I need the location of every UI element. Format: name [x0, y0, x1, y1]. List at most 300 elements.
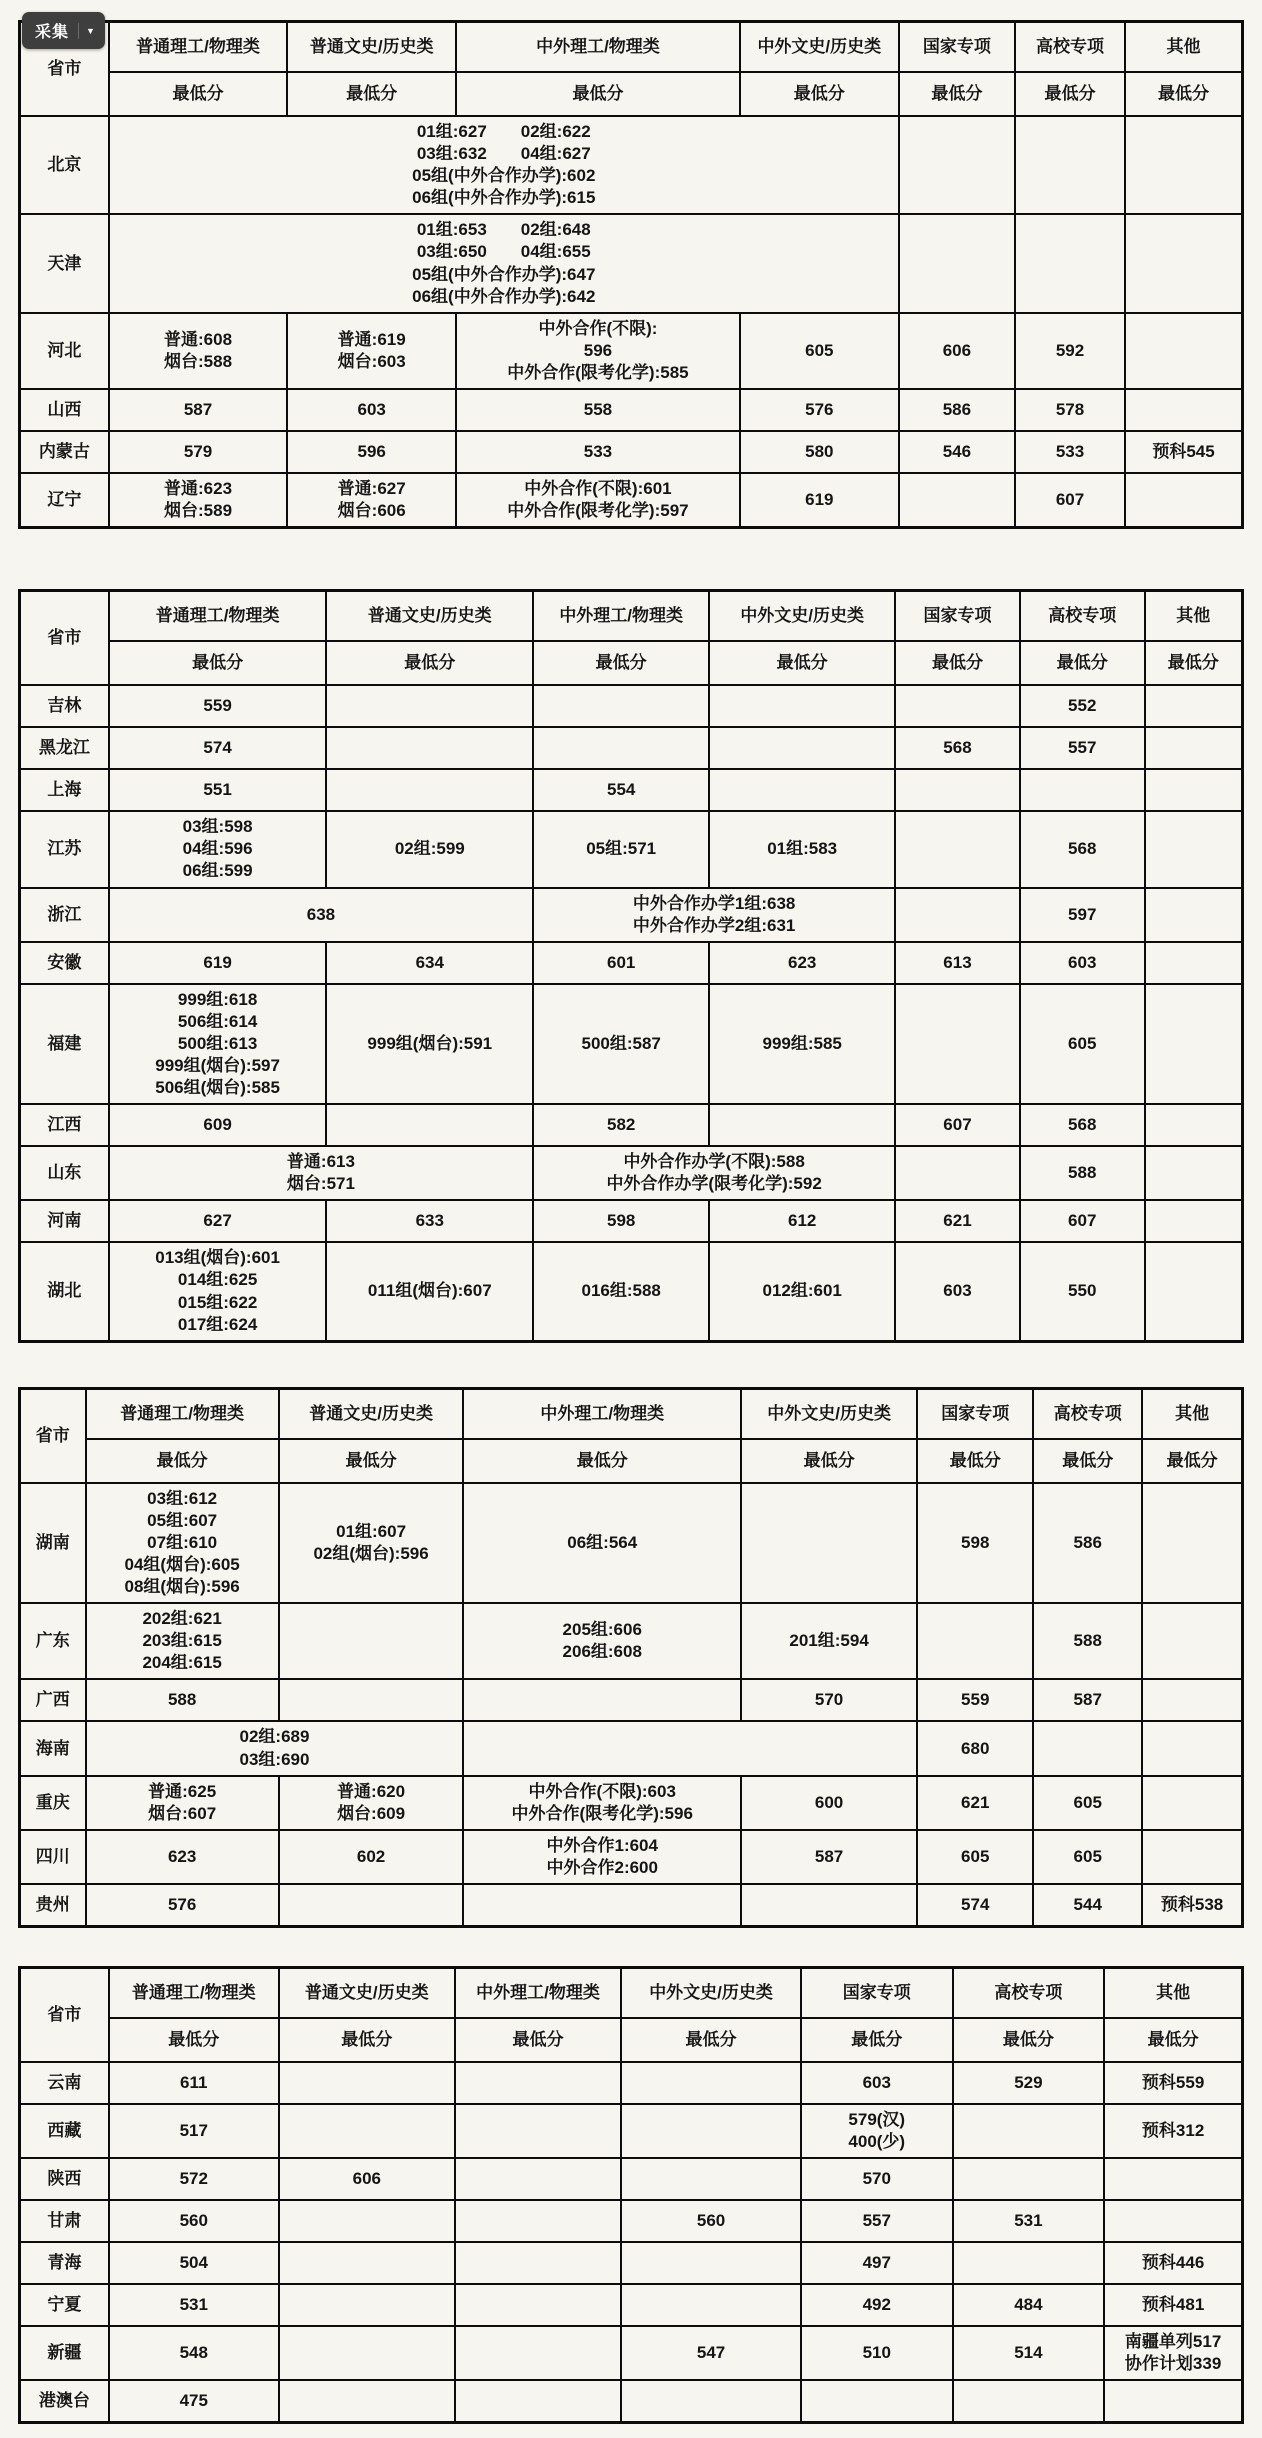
score-cell: 普通:620 烟台:609 [279, 1776, 464, 1830]
score-cell: 中外合作(不限): 596 中外合作(限考化学):585 [456, 313, 740, 389]
score-cell: 01组:607 02组(烟台):596 [279, 1483, 464, 1603]
score-cell: 588 [86, 1679, 279, 1721]
table-row [20, 1483, 1243, 1603]
score-cell: 560 [109, 2200, 279, 2242]
table-row [20, 2242, 1243, 2284]
score-cell: 中外合作1:604 中外合作2:600 [463, 1830, 741, 1884]
scores-table [18, 1387, 1244, 1928]
score-cell: 中外合作办学(不限):588 中外合作办学(限考化学):592 [533, 1146, 895, 1200]
score-cell: 01组:583 [709, 811, 895, 887]
min-score-subheader: 最低分 [463, 1439, 741, 1483]
score-cell [1015, 116, 1125, 214]
min-score-subheader: 最低分 [109, 2018, 279, 2062]
min-score-subheader: 最低分 [899, 72, 1015, 116]
score-cell: 554 [533, 769, 709, 811]
score-cell: 012组:601 [709, 1242, 895, 1341]
score-cell: 572 [109, 2158, 279, 2200]
score-cell: 557 [801, 2200, 953, 2242]
score-cell: 普通:625 烟台:607 [86, 1776, 279, 1830]
score-cell [895, 888, 1020, 942]
score-cell [1125, 214, 1242, 312]
score-cell: 607 [1015, 473, 1125, 528]
column-header: 普通文史/历史类 [287, 22, 456, 73]
score-cell: 606 [279, 2158, 455, 2200]
score-cell: 预科545 [1125, 431, 1242, 473]
score-cell: 201组:594 [741, 1603, 917, 1679]
min-score-subheader: 最低分 [326, 641, 533, 685]
column-header: 普通理工/物理类 [86, 1388, 279, 1439]
score-cell: 613 [895, 942, 1020, 984]
score-cell [1125, 473, 1242, 528]
score-cell: 607 [895, 1104, 1020, 1146]
province-cell: 湖北 [20, 1242, 109, 1341]
province-cell: 广西 [20, 1679, 86, 1721]
score-cell: 600 [741, 1776, 917, 1830]
score-cell: 605 [917, 1830, 1033, 1884]
score-cell: 619 [740, 473, 899, 528]
column-header: 普通文史/历史类 [326, 591, 533, 642]
score-cell [895, 1146, 1020, 1200]
min-score-subheader: 最低分 [917, 1439, 1033, 1483]
score-cell: 预科312 [1104, 2104, 1242, 2158]
score-cell: 578 [1015, 389, 1125, 431]
province-cell: 海南 [20, 1721, 86, 1775]
score-cell [895, 769, 1020, 811]
score-cell: 634 [326, 942, 533, 984]
column-header: 普通理工/物理类 [109, 22, 288, 73]
score-cell [953, 2380, 1105, 2423]
score-cell: 011组(烟台):607 [326, 1242, 533, 1341]
province-cell: 重庆 [20, 1776, 86, 1830]
scores-table [18, 20, 1244, 529]
score-cell [709, 1104, 895, 1146]
min-score-subheader: 最低分 [533, 641, 709, 685]
table-row [20, 313, 1243, 389]
score-cell [279, 1603, 464, 1679]
score-cell: 预科559 [1104, 2062, 1242, 2104]
score-cell: 517 [109, 2104, 279, 2158]
score-cell [326, 1104, 533, 1146]
score-cell: 576 [86, 1884, 279, 1927]
score-cell [621, 2158, 801, 2200]
score-cell: 普通:608 烟台:588 [109, 313, 288, 389]
score-cell: 605 [1020, 984, 1145, 1104]
score-cell: 510 [801, 2326, 953, 2380]
table-row [20, 1721, 1243, 1775]
score-cell: 603 [1020, 942, 1145, 984]
score-cell [1145, 942, 1243, 984]
table-row [20, 769, 1243, 811]
subheader-row [20, 641, 1243, 685]
score-cell: 529 [953, 2062, 1105, 2104]
table-row [20, 1200, 1243, 1242]
score-cell: 013组(烟台):601 014组:625 015组:622 017组:624 [109, 1242, 327, 1341]
score-cell: 预科481 [1104, 2284, 1242, 2326]
score-cell: 497 [801, 2242, 953, 2284]
score-cell: 586 [1033, 1483, 1142, 1603]
score-cell: 中外合作(不限):603 中外合作(限考化学):596 [463, 1776, 741, 1830]
score-cell: 587 [741, 1830, 917, 1884]
table-row [20, 2200, 1243, 2242]
province-cell: 贵州 [20, 1884, 86, 1927]
score-cell [895, 811, 1020, 887]
score-cell [1104, 2158, 1242, 2200]
min-score-subheader: 最低分 [1125, 72, 1242, 116]
table-row [20, 1104, 1243, 1146]
score-cell: 531 [109, 2284, 279, 2326]
score-cell: 621 [917, 1776, 1033, 1830]
score-cell [1015, 214, 1125, 312]
score-cell [895, 984, 1020, 1104]
score-cell: 02组:689 03组:690 [86, 1721, 464, 1775]
score-cell [1104, 2200, 1242, 2242]
province-cell: 新疆 [20, 2326, 109, 2380]
score-cell [279, 1679, 464, 1721]
score-cell: 05组:571 [533, 811, 709, 887]
min-score-subheader: 最低分 [1020, 641, 1145, 685]
min-score-subheader: 最低分 [621, 2018, 801, 2062]
min-score-subheader: 最低分 [279, 2018, 455, 2062]
score-cell [1142, 1483, 1242, 1603]
column-header: 普通理工/物理类 [109, 1968, 279, 2019]
score-cell [917, 1603, 1033, 1679]
score-cell [279, 2284, 455, 2326]
column-header: 普通文史/历史类 [279, 1388, 464, 1439]
score-cell: 02组:599 [326, 811, 533, 887]
score-cell: 638 [109, 888, 533, 942]
score-cell: 574 [109, 727, 327, 769]
province-header: 省市 [20, 1388, 86, 1483]
score-cell: 568 [895, 727, 1020, 769]
score-cell: 中外合作(不限):601 中外合作(限考化学):597 [456, 473, 740, 528]
province-cell: 黑龙江 [20, 727, 109, 769]
score-cell [709, 769, 895, 811]
province-cell: 甘肃 [20, 2200, 109, 2242]
column-header: 其他 [1142, 1388, 1242, 1439]
min-score-subheader: 最低分 [1142, 1439, 1242, 1483]
table-row [20, 984, 1243, 1104]
score-cell: 预科446 [1104, 2242, 1242, 2284]
province-cell: 山东 [20, 1146, 109, 1200]
score-cell: 551 [109, 769, 327, 811]
min-score-subheader: 最低分 [455, 2018, 621, 2062]
score-cell: 016组:588 [533, 1242, 709, 1341]
score-cell: 普通:619 烟台:603 [287, 313, 456, 389]
table-row [20, 2380, 1243, 2423]
score-cell [463, 1679, 741, 1721]
score-cell: 611 [109, 2062, 279, 2104]
score-cell [1145, 685, 1243, 727]
min-score-subheader: 最低分 [801, 2018, 953, 2062]
score-cell [1145, 1104, 1243, 1146]
subheader-row [20, 2018, 1243, 2062]
score-table-1 [18, 20, 1246, 529]
min-score-subheader: 最低分 [1033, 1439, 1142, 1483]
score-cell [741, 1884, 917, 1927]
score-cell: 579(汉) 400(少) [801, 2104, 953, 2158]
min-score-subheader: 最低分 [709, 641, 895, 685]
min-score-subheader: 最低分 [1104, 2018, 1242, 2062]
score-cell: 621 [895, 1200, 1020, 1242]
table-row [20, 2284, 1243, 2326]
score-cell: 680 [917, 1721, 1033, 1775]
table-row [20, 1603, 1243, 1679]
score-cell [953, 2104, 1105, 2158]
score-cell [1145, 727, 1243, 769]
score-cell [279, 2200, 455, 2242]
score-cell: 01组:653 02组:648 03组:650 04组:655 05组(中外合作办学):647 06组(中外合作办学):642 [109, 214, 899, 312]
score-cell: 南疆单列517 协作计划339 [1104, 2326, 1242, 2380]
score-cell [326, 727, 533, 769]
score-cell: 609 [109, 1104, 327, 1146]
score-cell [1142, 1776, 1242, 1830]
header-row [20, 1388, 1243, 1439]
table-row [20, 431, 1243, 473]
score-cell: 514 [953, 2326, 1105, 2380]
table-row [20, 727, 1243, 769]
score-cell: 普通:623 烟台:589 [109, 473, 288, 528]
button-divider [78, 23, 79, 39]
score-cell: 531 [953, 2200, 1105, 2242]
score-cell: 中外合作办学1组:638 中外合作办学2组:631 [533, 888, 895, 942]
score-cell [621, 2062, 801, 2104]
score-cell: 546 [899, 431, 1015, 473]
score-cell: 548 [109, 2326, 279, 2380]
score-cell: 202组:621 203组:615 204组:615 [86, 1603, 279, 1679]
score-cell [463, 1884, 741, 1927]
table-row [20, 888, 1243, 942]
score-cell: 592 [1015, 313, 1125, 389]
scores-table [18, 1966, 1244, 2424]
column-header: 中外理工/物理类 [463, 1388, 741, 1439]
province-cell: 吉林 [20, 685, 109, 727]
score-cell: 999组:585 [709, 984, 895, 1104]
score-cell: 588 [1020, 1146, 1145, 1200]
score-cell: 普通:627 烟台:606 [287, 473, 456, 528]
column-header: 中外理工/物理类 [533, 591, 709, 642]
score-cell [621, 2242, 801, 2284]
province-cell: 湖南 [20, 1483, 86, 1603]
score-table-4 [18, 1966, 1246, 2424]
column-header: 高校专项 [1033, 1388, 1142, 1439]
score-cell: 504 [109, 2242, 279, 2284]
province-cell: 河北 [20, 313, 109, 389]
score-cell: 582 [533, 1104, 709, 1146]
score-cell: 03组:598 04组:596 06组:599 [109, 811, 327, 887]
province-cell: 云南 [20, 2062, 109, 2104]
score-cell: 588 [1033, 1603, 1142, 1679]
score-cell: 587 [109, 389, 288, 431]
province-cell: 山西 [20, 389, 109, 431]
min-score-subheader: 最低分 [895, 641, 1020, 685]
score-cell [533, 685, 709, 727]
score-cell: 570 [741, 1679, 917, 1721]
score-cell: 598 [917, 1483, 1033, 1603]
score-cell: 607 [1020, 1200, 1145, 1242]
province-cell: 河南 [20, 1200, 109, 1242]
header-row [20, 22, 1243, 73]
score-cell [1020, 769, 1145, 811]
score-cell: 633 [326, 1200, 533, 1242]
score-cell: 552 [1020, 685, 1145, 727]
column-header: 中外理工/物理类 [456, 22, 740, 73]
score-cell [455, 2104, 621, 2158]
score-cell [1125, 116, 1242, 214]
min-score-subheader: 最低分 [740, 72, 899, 116]
score-cell [1145, 769, 1243, 811]
score-cell: 627 [109, 1200, 327, 1242]
score-cell [1142, 1603, 1242, 1679]
score-cell [279, 1884, 464, 1927]
score-cell: 999组:618 506组:614 500组:613 999组(烟台):597 506组(烟台):585 [109, 984, 327, 1104]
province-cell: 内蒙古 [20, 431, 109, 473]
min-score-subheader: 最低分 [86, 1439, 279, 1483]
score-cell: 预科538 [1142, 1884, 1242, 1927]
table-row [20, 2326, 1243, 2380]
score-cell: 568 [1020, 1104, 1145, 1146]
score-cell [455, 2284, 621, 2326]
province-cell: 江西 [20, 1104, 109, 1146]
score-cell: 558 [456, 389, 740, 431]
score-cell [455, 2326, 621, 2380]
column-header: 国家专项 [895, 591, 1020, 642]
collect-button-label: 采集 [35, 24, 70, 41]
column-header: 中外文史/历史类 [741, 1388, 917, 1439]
score-cell [279, 2326, 455, 2380]
score-cell [621, 2284, 801, 2326]
score-cell: 533 [456, 431, 740, 473]
score-cell: 普通:613 烟台:571 [109, 1146, 533, 1200]
score-cell: 568 [1020, 811, 1145, 887]
score-cell: 560 [621, 2200, 801, 2242]
score-cell: 623 [86, 1830, 279, 1884]
score-cell: 06组:564 [463, 1483, 741, 1603]
score-cell: 586 [899, 389, 1015, 431]
score-cell: 999组(烟台):591 [326, 984, 533, 1104]
province-cell: 江苏 [20, 811, 109, 887]
score-cell [533, 727, 709, 769]
score-cell [1142, 1830, 1242, 1884]
score-cell: 550 [1020, 1242, 1145, 1341]
score-cell [326, 685, 533, 727]
score-cell [709, 727, 895, 769]
min-score-subheader: 最低分 [456, 72, 740, 116]
score-cell [1142, 1721, 1242, 1775]
score-table-3 [18, 1387, 1246, 1928]
min-score-subheader: 最低分 [109, 641, 327, 685]
score-cell: 623 [709, 942, 895, 984]
score-cell [1145, 1146, 1243, 1200]
score-cell [326, 769, 533, 811]
score-cell: 01组:627 02组:622 03组:632 04组:627 05组(中外合作办学):602 06组(中外合作办学):615 [109, 116, 899, 214]
score-cell [455, 2380, 621, 2423]
chevron-down-icon: ▼ [86, 26, 96, 36]
score-cell [1104, 2380, 1242, 2423]
score-cell: 602 [279, 1830, 464, 1884]
score-cell: 500组:587 [533, 984, 709, 1104]
column-header: 其他 [1104, 1968, 1242, 2019]
province-cell: 四川 [20, 1830, 86, 1884]
score-cell: 612 [709, 1200, 895, 1242]
column-header: 中外理工/物理类 [455, 1968, 621, 2019]
min-score-subheader: 最低分 [1145, 641, 1243, 685]
score-cell [1033, 1721, 1142, 1775]
score-cell [899, 214, 1015, 312]
subheader-row [20, 72, 1243, 116]
column-header: 其他 [1125, 22, 1242, 73]
score-cell [1145, 811, 1243, 887]
score-cell [455, 2200, 621, 2242]
province-header: 省市 [20, 591, 109, 686]
province-cell: 福建 [20, 984, 109, 1104]
province-cell: 港澳台 [20, 2380, 109, 2423]
table-row [20, 1146, 1243, 1200]
table-row [20, 1884, 1243, 1927]
score-cell: 576 [740, 389, 899, 431]
score-cell: 484 [953, 2284, 1105, 2326]
min-score-subheader: 最低分 [279, 1439, 464, 1483]
column-header: 普通文史/历史类 [279, 1968, 455, 2019]
score-cell: 603 [801, 2062, 953, 2104]
score-tables [18, 20, 1246, 2424]
min-score-subheader: 最低分 [287, 72, 456, 116]
score-cell [801, 2380, 953, 2423]
min-score-subheader: 最低分 [741, 1439, 917, 1483]
score-cell [455, 2158, 621, 2200]
score-cell: 570 [801, 2158, 953, 2200]
score-cell [1125, 389, 1242, 431]
table-row [20, 942, 1243, 984]
province-cell: 西藏 [20, 2104, 109, 2158]
score-cell [741, 1483, 917, 1603]
score-cell: 605 [740, 313, 899, 389]
score-cell: 606 [899, 313, 1015, 389]
column-header: 高校专项 [1020, 591, 1145, 642]
province-header: 省市 [20, 1968, 109, 2063]
score-cell: 475 [109, 2380, 279, 2423]
score-cell [899, 473, 1015, 528]
table-row [20, 685, 1243, 727]
province-cell: 陕西 [20, 2158, 109, 2200]
table-row [20, 214, 1243, 312]
province-cell: 宁夏 [20, 2284, 109, 2326]
score-cell: 597 [1020, 888, 1145, 942]
table-row [20, 2158, 1243, 2200]
header-row [20, 591, 1243, 642]
score-cell [1145, 1242, 1243, 1341]
score-cell: 605 [1033, 1830, 1142, 1884]
score-cell [953, 2158, 1105, 2200]
column-header: 中外文史/历史类 [621, 1968, 801, 2019]
min-score-subheader: 最低分 [953, 2018, 1105, 2062]
collect-button[interactable] [22, 12, 105, 49]
province-header: 省市 [20, 22, 109, 117]
score-cell [1145, 984, 1243, 1104]
score-cell [455, 2242, 621, 2284]
score-cell: 574 [917, 1884, 1033, 1927]
score-cell: 601 [533, 942, 709, 984]
column-header: 国家专项 [917, 1388, 1033, 1439]
score-table-2 [18, 589, 1246, 1343]
score-cell: 579 [109, 431, 288, 473]
score-cell [1145, 888, 1243, 942]
score-cell [279, 2242, 455, 2284]
column-header: 国家专项 [899, 22, 1015, 73]
score-cell: 205组:606 206组:608 [463, 1603, 741, 1679]
score-cell: 559 [917, 1679, 1033, 1721]
score-cell: 557 [1020, 727, 1145, 769]
score-cell [1145, 1200, 1243, 1242]
